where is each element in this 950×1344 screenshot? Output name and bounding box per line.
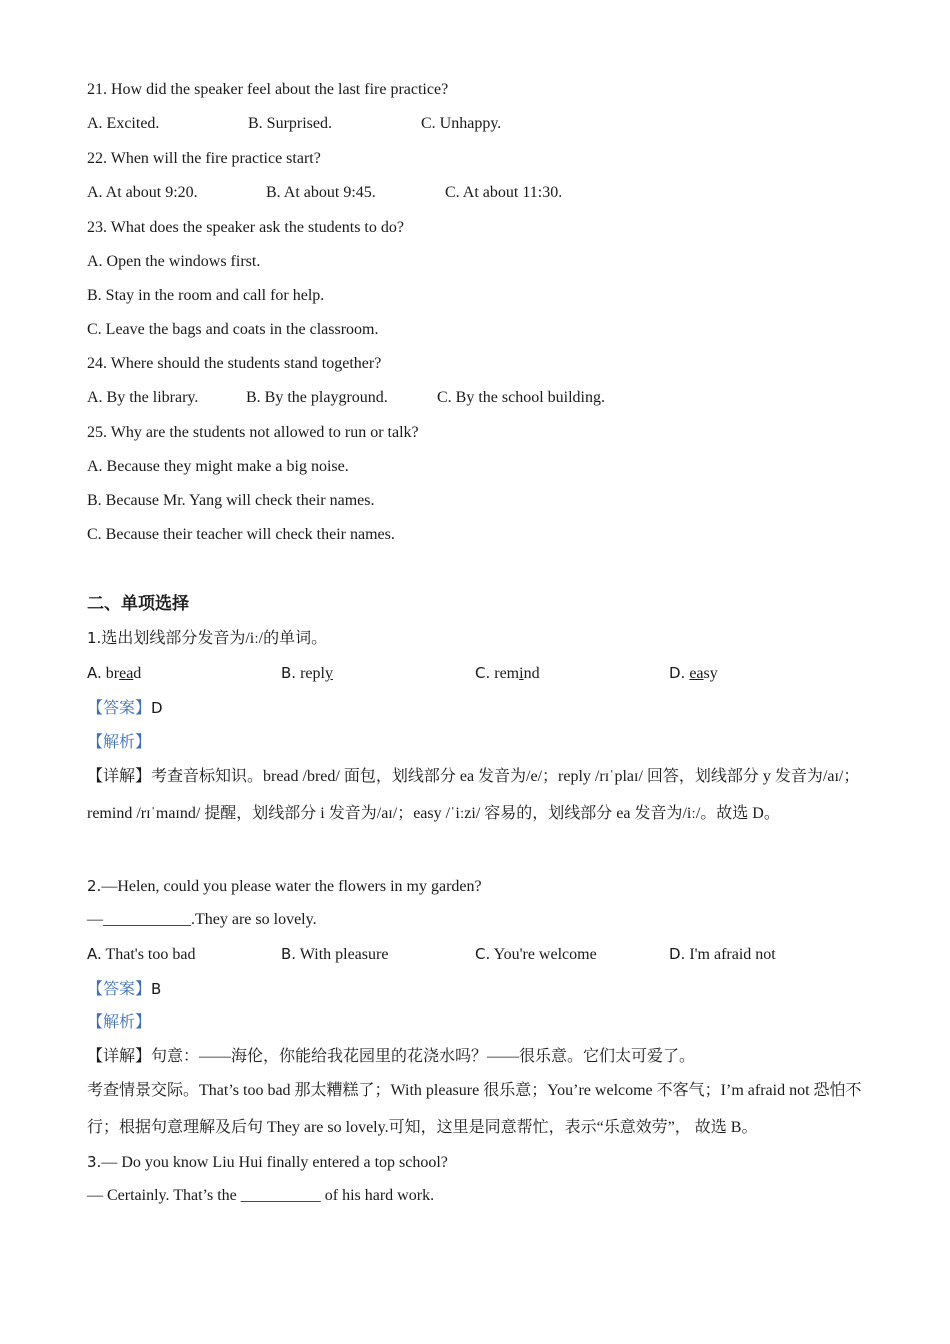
q2-answer <box>87 979 161 1000</box>
q2-option-d-letter: D. <box>669 945 686 963</box>
q1-option-d-underline: ea <box>689 665 704 682</box>
q2-option-d-text: I'm afraid not <box>689 946 776 963</box>
option-21-c: C. Unhappy. <box>421 115 502 132</box>
question-24: 24. Where should the students stand together? <box>87 355 382 372</box>
q2-option-a-text: That's too bad <box>105 946 196 963</box>
option-23-a: A. Open the windows first. <box>87 253 261 270</box>
option-22-c: C. At about 11:30. <box>445 184 563 201</box>
q3-text: — Do you know Liu Hui finally entered a top school? <box>101 1154 448 1171</box>
option-21-b: B. Surprised. <box>248 115 332 132</box>
option-24-c: C. By the school building. <box>437 389 605 406</box>
option-24-a: A. By the library. <box>87 389 199 406</box>
q2-option-c <box>475 944 597 965</box>
q2-answer-label: 【答案】 <box>87 981 152 998</box>
q3-number: 3. <box>87 1153 102 1171</box>
question-23: 23. What does the speaker ask the students to do? <box>87 219 404 236</box>
q1-stem <box>87 628 327 649</box>
q2-detail-1: 【详解】句意：——海伦，你能给我花园里的花浇水吗？——很乐意。它们太可爱了。 <box>87 1048 696 1065</box>
q2-option-b <box>281 944 388 965</box>
q1-option-a-underline: ea <box>119 665 134 682</box>
option-22-a: A. At about 9:20. <box>87 184 198 201</box>
q2-option-c-text: You're welcome <box>493 946 597 963</box>
q1-detail: 【详解】考查音标知识。bread /bred/ 面包，划线部分 ea 发音为/e/；reply /rɪˈplaɪ/ 回答，划线部分 y 发音为/aɪ/；remind /rɪˈmaɪnd/ 提醒，划线部分 i 发音为/aɪ/；easy /ˈiːzi/ 容易的，划线部分 ea 发音为/iː/。故选 D。 <box>87 768 860 822</box>
section-title: 二、单项选择 <box>87 594 189 614</box>
q1-analysis-label: 【解析】 <box>87 734 152 751</box>
option-25-b: B. Because Mr. Yang will check their names. <box>87 492 375 509</box>
q1-option-b-letter: B. <box>281 664 297 682</box>
q1-option-c-letter: C. <box>475 664 491 682</box>
q2-option-b-text: With pleasure <box>299 946 389 963</box>
q1-option-b-underline: y <box>324 665 333 682</box>
q1-answer <box>87 698 163 719</box>
q2-analysis-label: 【解析】 <box>87 1014 152 1031</box>
q1-option-a-pre: br <box>105 665 120 682</box>
q2-text: —Helen, could you please water the flowers in my garden? <box>101 878 482 895</box>
q1-option-c <box>475 663 540 684</box>
q1-answer-value: D <box>151 699 163 717</box>
q2-detail-2: 考查情景交际。That’s too bad 那太糟糕了；With pleasure 很乐意；You’re welcome 不客气；I’m afraid not 恐怕不行；根据句意理解及后句 They are so lovely.可知，这里是同意帮忙，表示“乐意效劳”， 故选 B。 <box>87 1082 862 1136</box>
q2-option-b-letter: B. <box>281 945 297 963</box>
q1-option-d <box>669 663 718 684</box>
q1-option-d-letter: D. <box>669 664 686 682</box>
option-21-a: A. Excited. <box>87 115 160 132</box>
q2-line2: —___________.They are so lovely. <box>87 911 317 928</box>
q1-option-a <box>87 663 141 684</box>
option-25-c: C. Because their teacher will check their names. <box>87 526 395 543</box>
option-22-b: B. At about 9:45. <box>266 184 376 201</box>
q1-number: 1. <box>87 629 102 647</box>
q3-line2: — Certainly. That’s the __________ of his hard work. <box>87 1187 435 1204</box>
q1-option-b <box>281 663 333 684</box>
question-21: 21. How did the speaker feel about the last fire practice? <box>87 81 449 98</box>
q2-number: 2. <box>87 877 102 895</box>
q3-stem <box>87 1152 448 1173</box>
q2-option-c-letter: C. <box>475 945 491 963</box>
option-24-b: B. By the playground. <box>246 389 388 406</box>
q2-option-d <box>669 944 776 965</box>
q1-option-c-underline: i <box>519 665 524 682</box>
question-25: 25. Why are the students not allowed to run or talk? <box>87 424 419 441</box>
question-22: 22. When will the fire practice start? <box>87 150 321 167</box>
option-23-b: B. Stay in the room and call for help. <box>87 287 325 304</box>
q1-option-b-pre: repl <box>300 665 325 682</box>
q1-answer-label: 【答案】 <box>87 700 152 717</box>
q1-option-a-post: d <box>133 665 142 682</box>
q1-option-c-pre: rem <box>494 665 520 682</box>
q2-option-a <box>87 944 195 965</box>
option-25-a: A. Because they might make a big noise. <box>87 458 349 475</box>
q2-option-a-letter: A. <box>87 945 102 963</box>
q1-option-c-post: nd <box>523 665 540 682</box>
q2-answer-value: B <box>151 980 162 998</box>
option-23-c: C. Leave the bags and coats in the classroom. <box>87 321 379 338</box>
q1-option-d-post: sy <box>703 665 718 682</box>
q1-option-a-letter: A. <box>87 664 102 682</box>
q1-text: 选出划线部分发音为/iː/的单词。 <box>101 630 328 647</box>
q2-stem <box>87 876 482 897</box>
